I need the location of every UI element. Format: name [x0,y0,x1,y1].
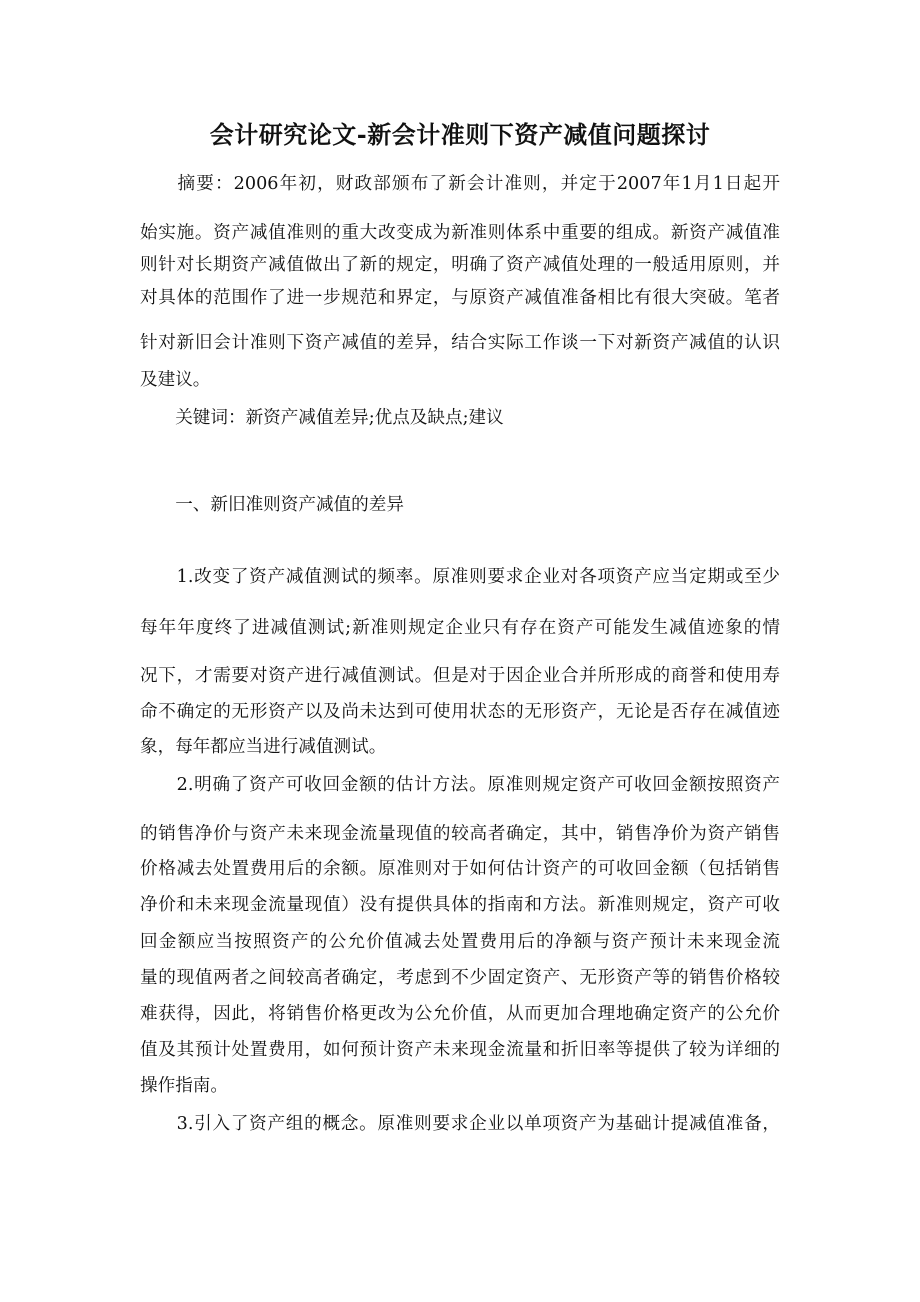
abstract-line: 则针对长期资产减值做出了新的规定，明确了资产减值处理的一般适用原则，并 [140,255,780,275]
section-heading: 一、新旧准则资产减值的差异 [140,495,404,515]
paragraph-line: 每年年度终了进减值测试;新准则规定企业只有存在资产可能发生减值迹象的情 [140,618,780,638]
paragraph-line: 况下，才需要对资产进行减值测试。但是对于因企业合并所形成的商誉和使用寿 [140,666,780,686]
paragraph-line: 难获得，因此，将销售价格更改为公允价值，从而更加合理地确定资产的公允价 [140,1004,780,1024]
keywords-line: 关键词：新资产减值差异;优点及缺点;建议 [140,408,504,428]
abstract-line: 针对新旧会计准则下资产减值的差异，结合实际工作谈一下对新资产减值的认识 [140,333,780,353]
paragraph-line: 值及其预计处置费用，如何预计资产未来现金流量和折旧率等提供了较为详细的 [140,1040,780,1060]
paragraph-line: 回金额应当按照资产的公允价值减去处置费用后的净额与资产预计未来现金流 [140,932,780,952]
paragraph-line: 2.明确了资产可收回金额的估计方法。原准则规定资产可收回金额按照资产 [140,775,780,795]
abstract-line: 始实施。资产减值准则的重大改变成为新准则体系中重要的组成。新资产减值准 [140,223,780,243]
paragraph-line: 1.改变了资产减值测试的频率。原准则要求企业对各项资产应当定期或至少 [140,567,780,587]
abstract-line: 及建议。 [140,370,211,390]
paragraph-line: 的销售净价与资产未来现金流量现值的较高者确定，其中，销售净价为资产销售 [140,824,780,844]
paragraph-line: 量的现值两者之间较高者确定，考虑到不少固定资产、无形资产等的销售价格较 [140,968,780,988]
paragraph-line: 净价和未来现金流量现值）没有提供具体的指南和方法。新准则规定，资产可收 [140,895,780,915]
abstract-line: 摘要：2006年初，财政部颁布了新会计准则，并定于2007年1月1日起开 [140,174,780,194]
paragraph-line: 3.引入了资产组的概念。原准则要求企业以单项资产为基础计提减值准备， [140,1114,780,1134]
paragraph-line: 价格减去处置费用后的余额。原准则对于如何估计资产的可收回金额（包括销售 [140,859,780,879]
paragraph-line: 命不确定的无形资产以及尚未达到可使用状态的无形资产，无论是否存在减值迹 [140,702,780,722]
abstract-line: 对具体的范围作了进一步规范和界定，与原资产减值准备相比有很大突破。笔者 [140,288,780,308]
paragraph-line: 操作指南。 [140,1076,228,1096]
document-title: 会计研究论文-新会计准则下资产减值问题探讨 [209,120,711,149]
paragraph-line: 象，每年都应当进行减值测试。 [140,737,387,757]
